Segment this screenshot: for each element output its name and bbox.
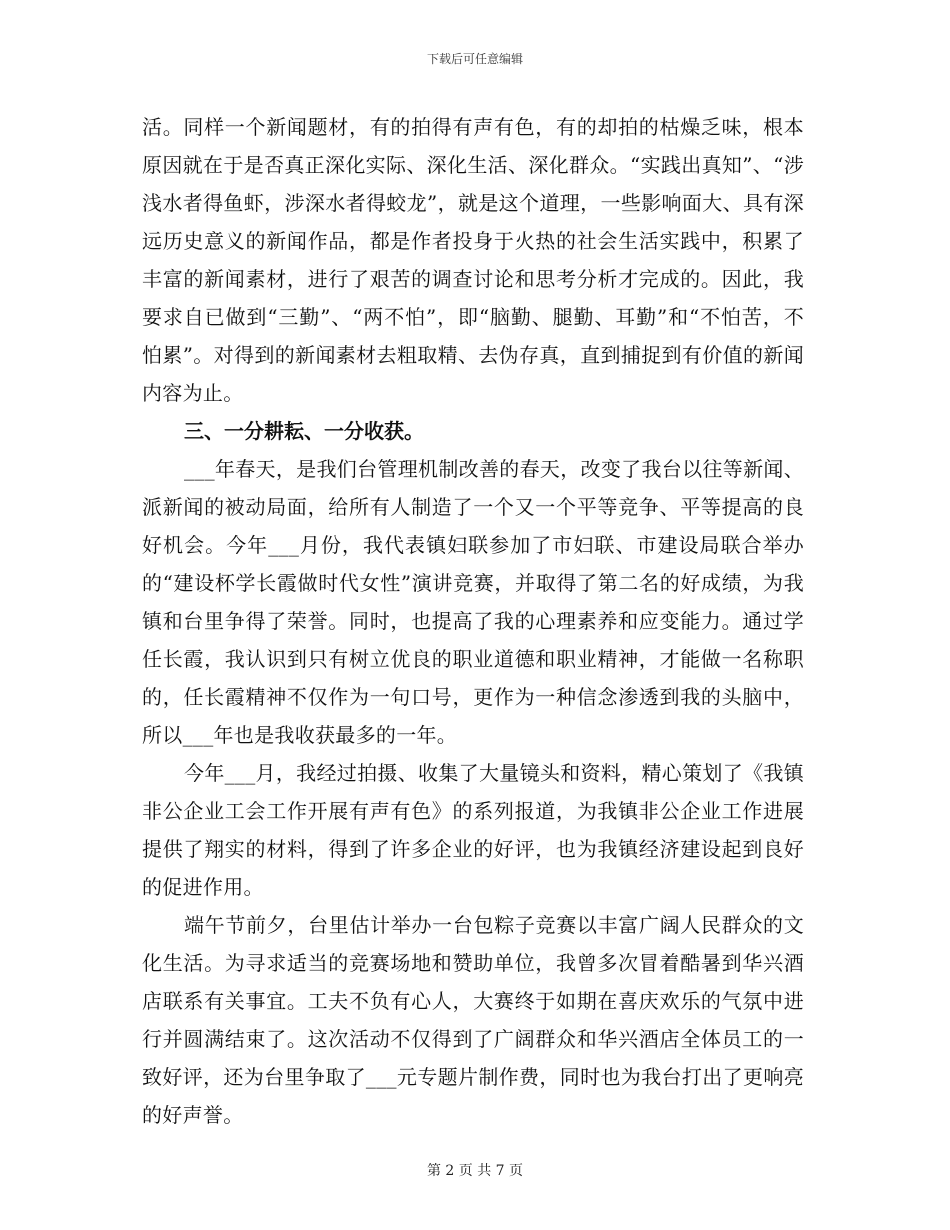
page-footer: 第 2 页 共 7 页 — [426, 1163, 524, 1179]
paragraph-spring: ___年春天，是我们台管理机制改善的春天，改变了我台以往等新闻、派新闻的被动局面，给所有人制造了一个又一个平等竞争、平等提高的良好机会。今年___月份，我代表镇妇联参加了市妇联、市建设局联合举办的“建设杯学长霞做时代女性”演讲竞赛，并取得了第二名的好成绩，为我镇和台里争得了荣誉。同时，也提高了我的心理素养和应变能力。通过学任长霞，我认识到只有树立优良的职业道德和职业精神，才能做一名称职的，任长霞精神不仅作为一句口号，更作为一种信念渗透到我的头脑中，所以___年也是我收获最多的一年。 — [142, 457, 804, 747]
paragraph-dragon-boat: 端午节前夕，台里估计举办一台包粽子竞赛以丰富广阔人民群众的文化生活。为寻求适当的竞赛场地和赞助单位，我曾多次冒着酷暑到华兴酒店联系有关事宜。工夫不负有心人，大赛终于如期在喜庆欢乐的气氛中进行并圆满结束了。这次活动不仅得到了广阔群众和华兴酒店全体员工的一致好评，还为台里争取了___元专题片制作费，同时也为我台打出了更响亮的好声誉。 — [142, 913, 804, 1127]
page-header: 下载后可任意编辑 — [426, 52, 523, 66]
document-body — [142, 108, 804, 1134]
section-heading: 三、一分耕耘、一分收获。 — [184, 419, 424, 443]
paragraph-continuation: 活。同样一个新闻题材，有的拍得有声有色，有的却拍的枯燥乏味，根本原因就在于是否真正深化实际、深化生活、深化群众。“实践出真知”、“涉浅水者得鱼虾，涉深水者得蛟龙”，就是这个道理，一些影响面大、具有深远历史意义的新闻作品，都是作者投身于火热的社会生活实践中，积累了丰富的新闻素材，进行了艰苦的调查讨论和思考分析才完成的。因此，我要求自已做到“三勤”、“两不怕”，即“脑勤、腿勤、耳勤”和“不怕苦，不怕累”。对得到的新闻素材去粗取精、去伪存真，直到捕捉到有价值的新闻内容为止。 — [142, 115, 804, 405]
paragraph-report-series: 今年___月，我经过拍摄、收集了大量镜头和资料，精心策划了《我镇非公企业工会工作开展有声有色》的系列报道，为我镇非公企业工作进展提供了翔实的材料，得到了许多企业的好评，也为我镇经济建设起到良好的促进作用。 — [142, 761, 804, 899]
